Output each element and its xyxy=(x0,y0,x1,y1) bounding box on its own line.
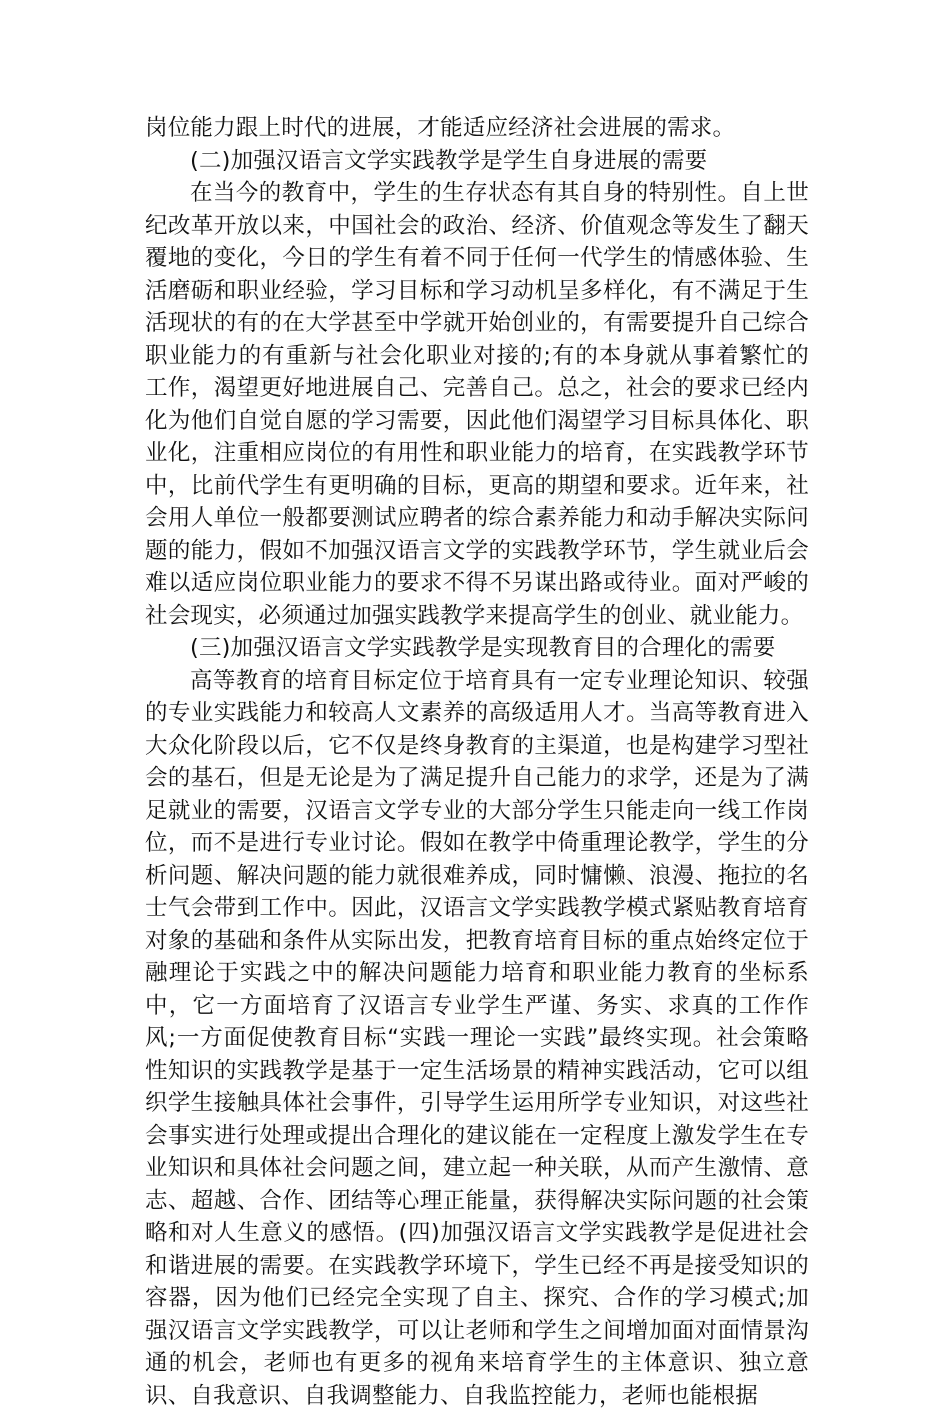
paragraph-student-development: 在当今的教育中，学生的生存状态有其自身的特别性。自上世纪改革开放以来，中国社会的政治、经济、价值观念等发生了翻天覆地的变化，今日的学生有着不同于任何一代学生的情感体验、生活磨砺和职业经验，学习目标和学习动机呈多样化，有不满足于生活现状的有的在大学甚至中学就开始创业的，有需要提升自己综合职业能力的有重新与社会化职业对接的;有的本身就从事着繁忙的工作，渴望更好地进展自己、完善自己。总之，社会的要求已经内化为他们自觉自愿的学习需要，因此他们渴望学习目标具体化、职业化，注重相应岗位的有用性和职业能力的培育，在实践教学环节中，比前代学生有更明确的目标，更高的期望和要求。近年来，社会用人单位一般都要测试应聘者的综合素养能力和动手解决实际问题的能力，假如不加强汉语言文学的实践教学环节，学生就业后会难以适应岗位职业能力的要求不得不另谋出路或待业。面对严峻的社会现实，必须通过加强实践教学来提高学生的创业、就业能力。 xyxy=(145,177,809,632)
paragraph-education-goal: 高等教育的培育目标定位于培育具有一定专业理论知识、较强的专业实践能力和较高人文素养的高级适用人才。当高等教育进入大众化阶段以后，它不仅是终身教育的主渠道，也是构建学习型社会的基石，但是无论是为了满足提升自己能力的求学，还是为了满足就业的需要，汉语言文学专业的大部分学生只能走向一线工作岗位，而不是进行专业讨论。假如在教学中倚重理论教学，学生的分析问题、解决问题的能力就很难养成，同时慵懒、浪漫、拖拉的名士气会带到工作中。因此，汉语言文学实践教学模式紧贴教育培育对象的基础和条件从实际出发，把教育培育目标的重点始终定位于融理论于实践之中的解决问题能力培育和职业能力教育的坐标系中，它一方面培育了汉语言专业学生严谨、务实、求真的工作作风;一方面促使教育目标“实践一理论一实践”最终实现。社会策略性知识的实践教学是基于一定生活场景的精神实践活动，它可以组织学生接触具体社会事件，引导学生运用所学专业知识，对这些社会事实进行处理或提出合理化的建议能在一定程度上激发学生在专业知识和具体社会问题之间，建立起一种关联，从而产生激情、意志、超越、合作、团结等心理正能量，获得解决实际问题的社会策略和对人生意义的感悟。(四)加强汉语言文学实践教学是促进社会和谐进展的需要。在实践教学环境下，学生已经不再是接受知识的容器，因为他们已经完全实现了自主、探究、合作的学习模式;加强汉语言文学实践教学，可以让老师和学生之间增加面对面情景沟通的机会，老师也有更多的视角来培育学生的主体意识、独立意识、自我意识、自我调整能力、自我监控能力，老师也能根据 xyxy=(145,665,809,1412)
section-heading-2: (二)加强汉语言文学实践教学是学生自身进展的需要 xyxy=(145,145,809,178)
paragraph-continuation: 岗位能力跟上时代的进展，才能适应经济社会进展的需求。 xyxy=(145,112,809,145)
body-text xyxy=(145,112,809,1412)
section-heading-3: (三)加强汉语言文学实践教学是实现教育目的合理化的需要 xyxy=(145,632,809,665)
